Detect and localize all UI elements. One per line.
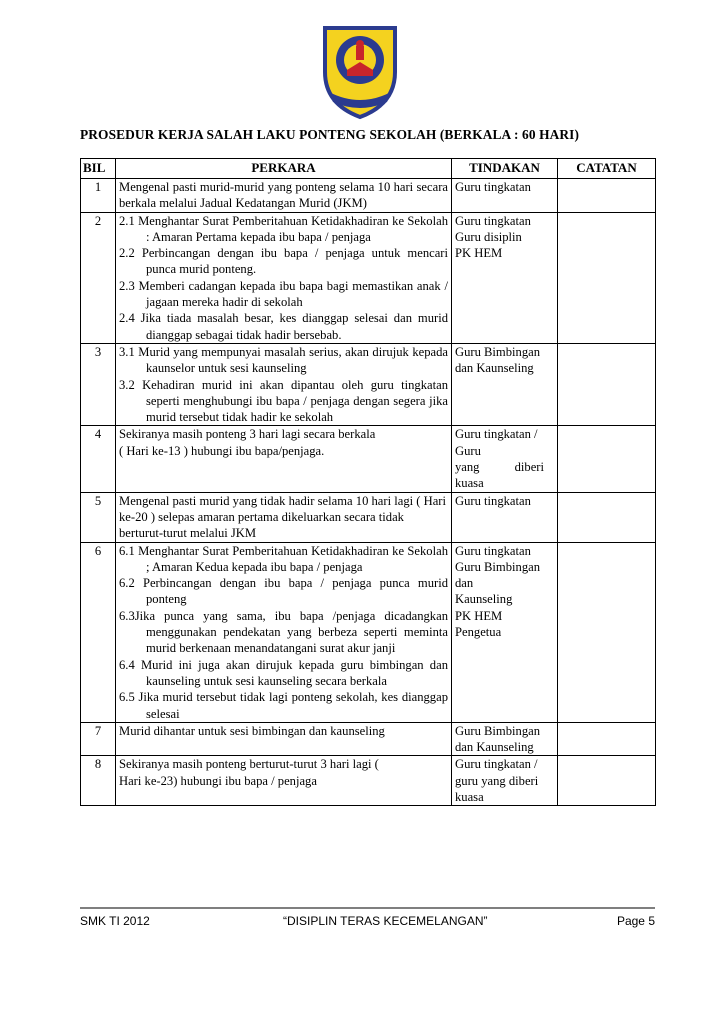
table-row — [81, 492, 656, 542]
school-crest-logo — [317, 22, 403, 120]
table-row — [81, 179, 656, 213]
perkara-cell — [116, 212, 452, 343]
tindakan-cell — [452, 722, 558, 756]
row-number: 5 — [81, 492, 116, 542]
tindakan-line: Pengetua — [455, 625, 502, 640]
tindakan-line: dan Kaunseling — [455, 361, 534, 376]
tindakan-line: dan Kaunseling — [455, 740, 534, 755]
perkara-cell — [116, 179, 452, 213]
perkara-cell — [116, 343, 452, 425]
catatan-cell — [558, 492, 656, 542]
table-row — [81, 212, 656, 343]
perkara-item: 2.2 Perbincangan dengan ibu bapa / penjaga untuk mencari punca murid ponteng. — [119, 246, 448, 277]
row-number: 3 — [81, 343, 116, 425]
tindakan-cell — [452, 343, 558, 425]
tindakan-line: PK HEM — [455, 246, 503, 261]
perkara-item: 3.2 Kehadiran murid ini akan dipantau oleh guru tingkatan seperti menghubungi ibu bapa / penjaga dengan segera jika murid tersebut tidak hadir ke sekolah — [119, 377, 448, 425]
perkara-item: Sekiranya masih ponteng berturut-turut 3 hari lagi ( Hari ke-23) hubungi ibu bapa / penjaga — [119, 757, 379, 788]
footer-motto: “DISIPLIN TERAS KECEMELANGAN” — [283, 914, 488, 928]
perkara-cell — [116, 756, 452, 806]
row-number: 1 — [81, 179, 116, 213]
perkara-cell — [116, 722, 452, 756]
row-number: 8 — [81, 756, 116, 806]
tindakan-line: Guru tingkatan — [455, 493, 531, 508]
catatan-cell — [558, 343, 656, 425]
perkara-item: 2.3 Memberi cadangan kepada ibu bapa bagi memastikan anak / jagaan mereka hadir di sekolah — [119, 278, 448, 310]
tindakan-line: Guru tingkatan — [455, 213, 531, 228]
catatan-cell — [558, 756, 656, 806]
tindakan-cell — [452, 179, 558, 213]
perkara-cell — [116, 492, 452, 542]
tindakan-line: Kaunseling — [455, 592, 513, 607]
footer-page-number: Page 5 — [616, 914, 655, 928]
tindakan-cell — [452, 426, 558, 492]
catatan-cell — [558, 542, 656, 722]
header-tindakan: TINDAKAN — [452, 159, 558, 179]
footer-school-code: SMK TI 2012 — [80, 914, 150, 928]
table-row — [81, 722, 656, 756]
table-row — [81, 756, 656, 806]
tindakan-line: Guru — [455, 443, 481, 458]
row-number: 2 — [81, 212, 116, 343]
tindakan-line: Guru Bimbingan — [455, 559, 541, 574]
catatan-cell — [558, 426, 656, 492]
perkara-cell — [116, 542, 452, 722]
tindakan-cell — [452, 542, 558, 722]
table-row — [81, 343, 656, 425]
perkara-item: 6.1 Menghantar Surat Pemberitahuan Ketidakhadiran ke Sekolah ; Amaran Kedua kepada ibu bapa / penjaga — [119, 543, 448, 574]
perkara-item: 2.4 Jika tiada masalah besar, kes dianggap selesai dan murid dianggap sebagai tidak hadir bersebab. — [119, 311, 448, 342]
tindakan-line: PK HEM — [455, 608, 503, 623]
perkara-item: Mengenal pasti murid yang tidak hadir selama 10 hari lagi ( Hari ke-20 ) selepas amaran pertama dikeluarkan secara tidak berturut-turut melalui JKM — [119, 493, 446, 541]
tindakan-cell — [452, 492, 558, 542]
perkara-item: Mengenal pasti murid-murid yang ponteng selama 10 hari secara berkala melalui Jadual Kedatangan Murid (JKM) — [119, 180, 448, 211]
perkara-item: 2.1 Menghantar Surat Pemberitahuan Ketidakhadiran ke Sekolah : Amaran Pertama kepada ibu bapa / penjaga — [119, 213, 448, 244]
tindakan-cell — [452, 212, 558, 343]
tindakan-line: Guru Bimbingan — [455, 344, 541, 359]
footer-divider — [80, 907, 655, 909]
perkara-item: 6.5 Jika murid tersebut tidak lagi ponteng sekolah, kes dianggap selesai — [119, 690, 448, 721]
tindakan-line: Guru tingkatan — [455, 543, 531, 558]
tindakan-line: Guru tingkatan / — [455, 427, 538, 442]
tindakan-line: Guru Bimbingan — [455, 723, 541, 738]
table-row — [81, 542, 656, 722]
perkara-item: 6.2 Perbincangan dengan ibu bapa / penjaga punca murid ponteng — [119, 576, 448, 607]
perkara-item: 6.4 Murid ini juga akan dirujuk kepada guru bimbingan dan kaunseling untuk sesi kaunseling secara berkala — [119, 657, 448, 688]
perkara-item: 3.1 Murid yang mempunyai masalah serius, akan dirujuk kepada kaunselor untuk sesi kaunseling — [119, 344, 448, 376]
tindakan-line: kuasa — [455, 789, 484, 804]
catatan-cell — [558, 722, 656, 756]
tindakan-line: Guru tingkatan — [455, 180, 531, 194]
tindakan-line: kuasa — [455, 476, 484, 491]
tindakan-line: Guru disiplin — [455, 229, 522, 244]
tindakan-line: Guru tingkatan / — [455, 757, 538, 772]
perkara-cell — [116, 426, 452, 492]
row-number: 7 — [81, 722, 116, 756]
tindakan-line: dan — [455, 576, 474, 591]
page-title: PROSEDUR KERJA SALAH LAKU PONTENG SEKOLAH (BERKALA : 60 HARI) — [80, 127, 580, 142]
tindakan-line: guru yang diberi — [455, 773, 539, 788]
table-header-row — [81, 159, 656, 179]
perkara-item: Sekiranya masih ponteng 3 hari lagi secara berkala ( Hari ke-13 ) hubungi ibu bapa/penjaga. — [119, 427, 376, 458]
procedure-table — [80, 158, 656, 806]
perkara-item: 6.3Jika punca yang sama, ibu bapa /penjaga dicadangkan menggunakan pendekatan yang berbeza seperti meminta murid berkenaan menandatangani surat akur janji — [119, 608, 448, 656]
table-row — [81, 426, 656, 492]
perkara-item: Murid dihantar untuk sesi bimbingan dan kaunseling — [119, 723, 385, 738]
row-number: 6 — [81, 542, 116, 722]
tindakan-line: yang diberi — [455, 460, 545, 475]
row-number: 4 — [81, 426, 116, 492]
header-catatan: CATATAN — [558, 159, 656, 179]
header-perkara: PERKARA — [116, 159, 452, 179]
catatan-cell — [558, 212, 656, 343]
header-bil: BIL — [81, 159, 116, 179]
tindakan-cell — [452, 756, 558, 806]
catatan-cell — [558, 179, 656, 213]
